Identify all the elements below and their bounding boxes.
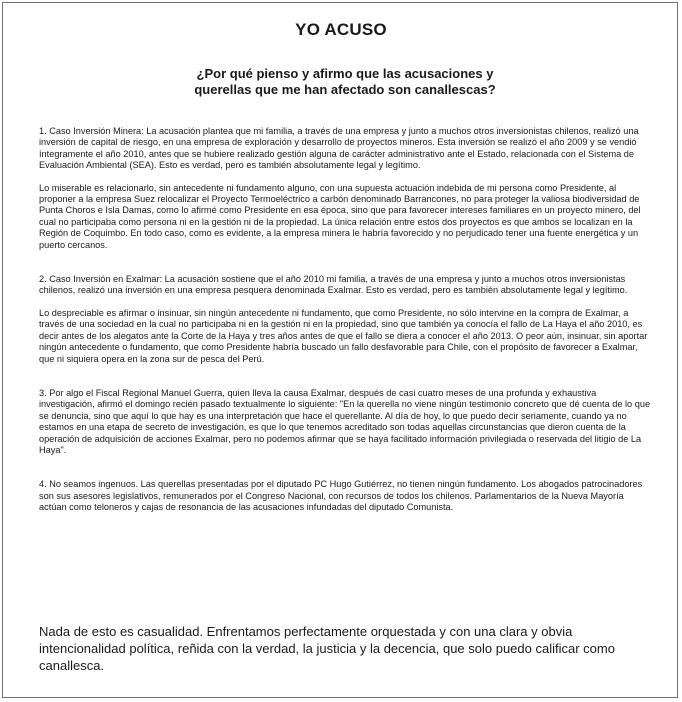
paragraph-querellas: 4. No seamos ingenuos. Las querellas presentadas por el diputado PC Hugo Gutiérrez, no tienen ningún fundamento. Los abogados patrocinadores son sus asesores legislativos, remunerados por el Congreso Nacional, con recursos de todos los chilenos. Parlamentarios de la Nueva Mayoría actúan como teloneros y cajas de resonancia de las acusaciones infundadas del diputado Comunista. — [39, 479, 643, 513]
closing-statement: Nada de esto es casualidad. Enfrentamos perfectamente orquestada y con una clara y obvia intencionalidad política, reñida con la verdad, la justicia y la decencia, que solo puedo calificar como canallesca. — [39, 624, 615, 673]
paragraph-relacion-barrancones: Lo miserable es relacionarlo, sin antecedente ni fundamento alguno, con una supuesta actuación indebida de mi persona como Presidente, al proponer a la empresa Suez relocalizar el Proyecto Termoeléctrico a carbón denominado Barrancones, no para proteger la valiosa biodiversidad de Punta Choros e Isla Damas, como lo afirmé como Presidente en esa época, sino que para favorecer intereses familiares en un proyecto minero, del cual no participaba como persona ni en la gestión ni de la propiedad. La única relación entre estos dos proyectos es que ambos se localizan en la Región de Coquimbo. En todo caso, como es evidente, a la empresa minera le habría favorecido y no perjudicado tener una fuente energética y un puerto cercanos. — [39, 182, 641, 250]
paragraph-fallo-la-haya: Lo despreciable es afirmar o insinuar, sin ningún antecedente ni fundamento, que como Presidente, no sólo intervine en la compra de Exalmar, a través de una sociedad en la cual no participaba ni en la gestión ni en la propiedad, sino que también ya conocía el fallo de La Haya el año 2010, es decir antes de los alegatos ante la Corte de la Haya y tres años antes de que el fallo se diera a conocer el año 2013. O peor aún, insinuar, sin aportar ningún antecedente o fundamento, que como Presidente habría buscado un fallo desfavorable para Chile, con el propósito de favorecer a Exalmar, que ni siquiera opera en la zona sur de pesca del Perú. — [39, 307, 648, 364]
document-subtitle: ¿Por qué pienso y afirmo que las acusaciones y querellas que me han afectado son canallescas? — [194, 66, 496, 97]
document-body — [39, 126, 651, 514]
paragraph-fiscal-guerra: 3. Por algo el Fiscal Regional Manuel Guerra, quien lleva la causa Exalmar, después de casi cuatro meses de una profunda y exhaustiva investigación, afirmó el domingo recién pasado textualmente lo siguiente: "En la querella no viene ningún testimonio concreto que dé cuenta de lo que se denuncia, sino que aquí lo que hay es una interpretación que hace el querellante. Al día de hoy, lo que puedo decir seriamente, cuando ya no estamos en una etapa de secreto de investigación, es que lo que tenemos acreditado son todas aquellas circunstancias que dieron cuenta de la operación de adquisición de acciones Exalmar, pero no podemos afirmar que se haya facilitado información privilegiada o reservada del litigio de La Haya". — [39, 387, 651, 455]
paragraph-caso-exalmar: 2. Caso Inversión en Exalmar: La acusación sostiene que el año 2010 mi familia, a través de una empresa y junto a muchos otros inversionistas chilenos, realizó una inversión en una empresa pesquera denominada Exalmar. Esto es verdad, pero es también absolutamente legal y legítimo. — [39, 274, 628, 296]
document-title: YO ACUSO — [295, 20, 387, 39]
paragraph-caso-inversion-minera: 1. Caso Inversión Minera: La acusación plantea que mi familia, a través de una empresa y junto a muchos otros inversionistas chilenos, realizó una inversión de capital de riesgo, en una empresa de exploración y desarrollo de proyectos mineros. Esta inversión se realizó el año 2009 y se vendió íntegramente el año 2010, antes que se hubiere realizado gestión alguna de carácter administrativo ante el Estado, relacionada con el Sistema de Evaluación Ambiental (SEA). Esto es verdad, pero es también absolutamente legal y legítimo. — [39, 126, 639, 171]
